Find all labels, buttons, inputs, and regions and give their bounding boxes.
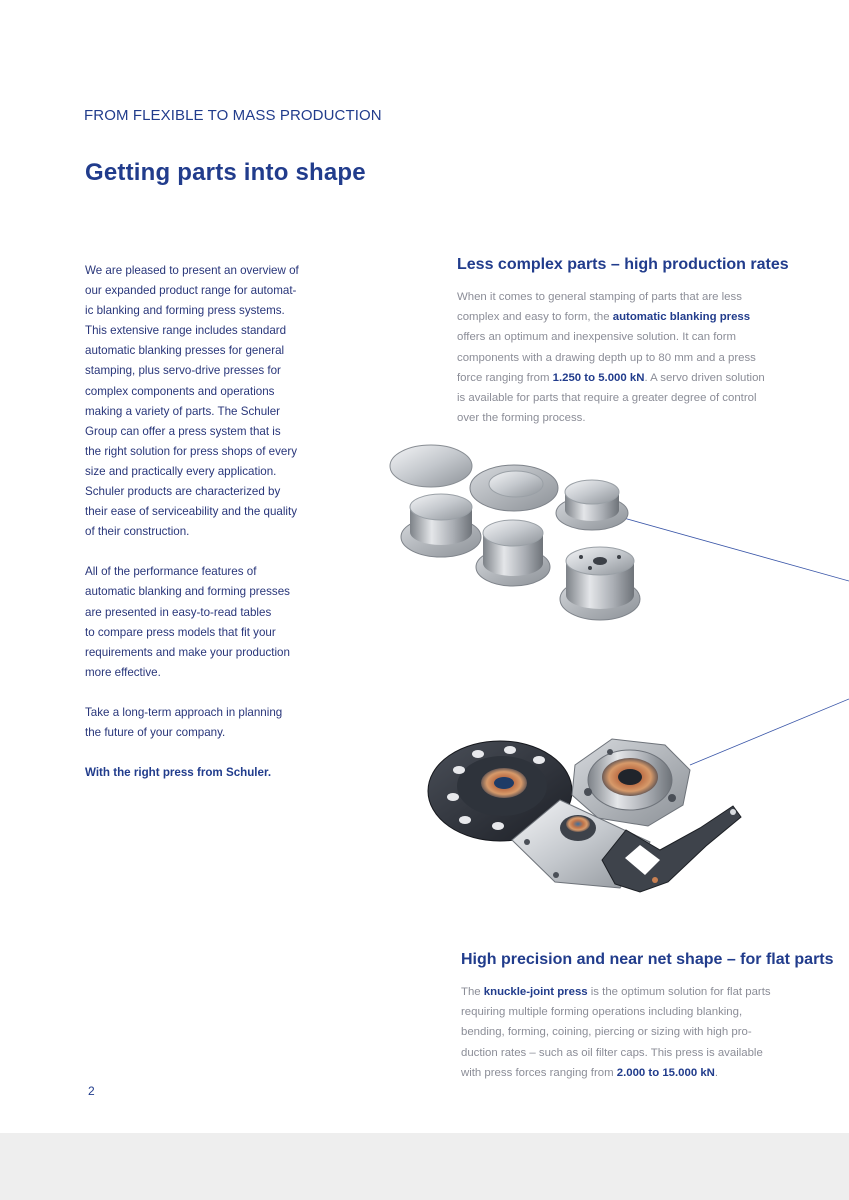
section-kicker: FROM FLEXIBLE TO MASS PRODUCTION (84, 107, 382, 124)
pierced-cup-part (560, 547, 640, 620)
flanged-bearing-housing (572, 739, 690, 826)
intro-closing-line: With the right press from Schuler. (85, 766, 272, 780)
section-1-text-a: When it comes to general stamping of parts that are less complex and easy to form, the (457, 291, 742, 324)
callout-line-upper (620, 517, 849, 581)
section-2-highlight: knuckle-joint press (483, 986, 588, 998)
page-number: 2 (88, 1084, 95, 1098)
cup-part-center (476, 520, 550, 586)
page-headline: Getting parts into shape (85, 159, 366, 186)
intro-paragraph-3: Take a long-term approach in planning the future of your company. (85, 705, 283, 739)
section-1-text-b: offers an optimum and inexpensive solution. It can form components with a drawing depth up to 80 mm and a press force ranging from (457, 331, 756, 384)
section-2-text-a: The (461, 986, 484, 998)
scan-margin (0, 1133, 849, 1200)
callout-line-lower (690, 699, 849, 765)
section-1-title: Less complex parts – high production rates (457, 256, 789, 273)
shallow-dome-part (470, 465, 558, 511)
intro-paragraph-2: All of the performance features of automatic blanking and forming presses are presented in easy-to-read tables to compare press models that fit your requirements and make your production more effective. (85, 565, 290, 679)
section-1-force-range: 1.250 to 5.000 kN (552, 371, 645, 384)
section-2-text-b: is the optimum solution for flat parts requiring multiple forming operations including blanking, bending, forming, coining, piercing or sizing with high pro- duction rates – such as oil filter caps. This press is available with press forces ranging from (461, 986, 771, 1079)
intro-paragraph-1: We are pleased to present an overview of our expanded product range for automat- ic blanking and forming press systems. This extensive range includes standard automatic blanking presses for general stamping, plus servo-drive presses for complex components and operations making a variety of parts. The Schuler Group can offer a press system that is the right solution for press shops of every size and practically every application. Schuler products are characterized by their ease of serviceability and the quality of their construction. (85, 264, 299, 539)
section-2-text-c: . (714, 1066, 719, 1079)
cup-part-left (401, 494, 481, 557)
section-2-title: High precision and near net shape – for flat parts (461, 951, 834, 968)
section-2-force-range: 2.000 to 15.000 kN (616, 1066, 715, 1079)
section-1-highlight: automatic blanking press (612, 311, 751, 324)
section-1-text-c: . A servo driven solution is available for parts that require a greater degree of control over the forming process. (457, 371, 765, 425)
cup-part-right (556, 480, 628, 530)
flat-blank-disc (390, 445, 472, 487)
